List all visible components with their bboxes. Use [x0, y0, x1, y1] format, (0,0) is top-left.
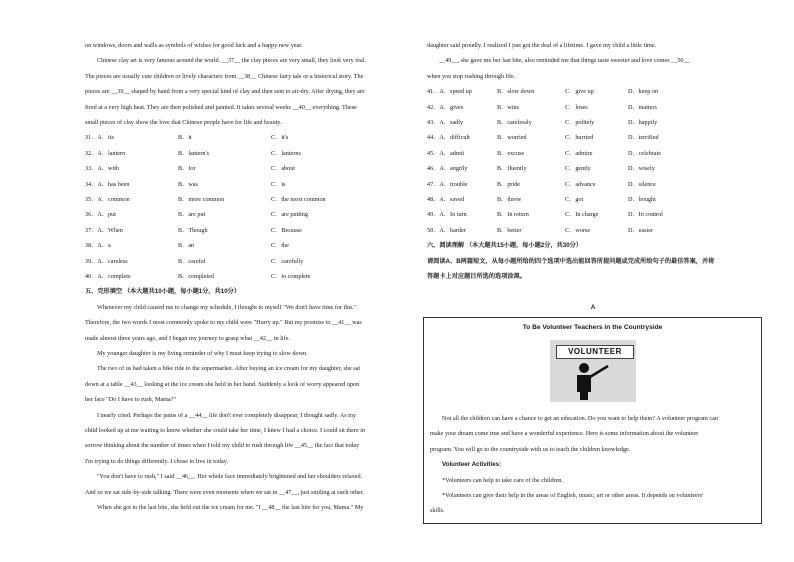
- instruction-line: 请阅读A、B两篇短文，从每小题所给的四个选项中选出能回答所提问题或完成所给句子的最佳答案，并将: [427, 257, 715, 265]
- option-d: D．happily: [628, 119, 658, 126]
- option-b: B．fluently: [497, 165, 527, 173]
- option-d: D．easier: [628, 226, 654, 234]
- question-options: [427, 146, 759, 161]
- option-c: C．In charge: [565, 211, 599, 219]
- option-d: D．matters: [628, 103, 657, 111]
- option-c: C．carefully: [271, 257, 304, 265]
- cloze-line: And so we sat side-by-side talking. There were even moments when we sat in __47__, just smiling at each other.: [85, 488, 364, 496]
- option-a: 31．A．its: [85, 134, 114, 142]
- option-a: 40．A．complete: [85, 272, 131, 280]
- cloze-line: "You don't have to rush," I said __46__. Her whole face immediately brightened and her shoulders relaxed.: [97, 473, 363, 481]
- option-d: D．keep on: [628, 88, 659, 96]
- option-a: 36．A．put: [85, 211, 116, 219]
- cloze-line: I nearly cried. Perhaps the pains of a __44__ life don't ever completely disappear, I thought sadly. As my: [97, 411, 357, 419]
- passage-line: program. You will go to the countryside with us to teach the children knowledge.: [430, 445, 631, 453]
- question-options: [427, 130, 759, 145]
- activities-heading: Volunteer Activities:: [442, 461, 502, 469]
- section-heading: 六、阅读理解 （本大题共15小题，每小题2分，共30分）: [427, 242, 583, 250]
- option-b: B．pride: [497, 180, 521, 188]
- option-a: 41．A．speed up: [427, 88, 472, 96]
- option-a: 38．A．a: [85, 242, 111, 250]
- instruction-line: 答题卡上对应题目所选的选项涂黑。: [427, 272, 526, 280]
- cloze-line: down at a table __43__ looking at the ice cream she held in her hand. Suddenly a look of worry appeared upon: [85, 380, 360, 388]
- option-b: B．slow down: [497, 88, 535, 96]
- spacer: [427, 284, 759, 299]
- option-c: C．it's: [271, 134, 289, 142]
- cloze-line: Therefore, the two words I most commonly spoke to my child were "Hurry up." But my promise to __41__ was: [85, 319, 362, 327]
- question-options: [85, 223, 413, 238]
- cloze-line: sorrow thinking about the number of times when I told my child to rush through life __45__ the fact that today: [85, 442, 360, 450]
- question-options: [85, 269, 413, 284]
- option-a: 39．A．careless: [85, 257, 128, 265]
- section-heading: 五、完形填空 （本大题共10小题，每小题1分，共10分）: [85, 288, 241, 296]
- option-a: 46．A．angrily: [427, 165, 468, 173]
- question-options: [85, 238, 413, 253]
- option-c: C．admire: [565, 149, 593, 157]
- option-a: 43．A．sadly: [427, 119, 464, 126]
- option-a: 37．A．When: [85, 226, 123, 234]
- option-a: 50．A．harder: [427, 226, 466, 234]
- cloze-line: made almost three years ago, and I began my journey to grasp what __42__ in life.: [85, 334, 290, 342]
- passage-a-box: [423, 317, 762, 524]
- cloze-line: When she got to the last bite, she held out the ice cream for me. "I __48__ the last bite for you, Mama." My: [97, 504, 364, 512]
- cloze-line: My younger daughter is my living reminder of why I must keep trying to slow down.: [97, 349, 308, 357]
- question-options: [85, 161, 413, 176]
- passage-line: make your dream come true and have a wonderful experience. Here is some information about the volunteer: [430, 430, 699, 438]
- passage-line: The pieces are usually cute children or lively characters from __38__ Chinese fairy tale or a historical story. The: [85, 72, 364, 80]
- question-options: [427, 207, 759, 222]
- passage-line: Not all the children can have a chance to get an education. Do you want to help them? A volunteer program can: [442, 415, 718, 422]
- question-options: [85, 254, 413, 269]
- question-options: [427, 192, 759, 207]
- option-b: B．Though: [178, 226, 208, 234]
- option-b: B．for: [178, 165, 196, 173]
- option-a: 48．A．saved: [427, 195, 465, 203]
- option-b: B．was: [178, 180, 198, 188]
- option-c: C．gently: [565, 165, 591, 173]
- option-d: D．bought: [628, 195, 656, 203]
- option-c: C．lanterns: [271, 149, 301, 157]
- question-options: [85, 146, 413, 161]
- question-options: [427, 223, 759, 238]
- question-options: [427, 84, 759, 99]
- question-options: [427, 100, 759, 115]
- option-d: D．celebrate: [628, 149, 661, 157]
- option-c: C．the most common: [271, 196, 326, 203]
- option-b: B．excuse: [497, 149, 525, 157]
- option-d: D．In control: [628, 211, 663, 219]
- cloze-line: her face "Do I have to rush, Mama?": [85, 396, 176, 404]
- option-a: 44．A．difficult: [427, 134, 470, 142]
- option-a: 47．A．trouble: [427, 180, 468, 188]
- question-options: [85, 130, 413, 145]
- option-d: D．wisely: [628, 165, 655, 173]
- cloze-line: Whenever my child caused me to change my schedule, I thought to myself "We don't have time for this.": [97, 303, 357, 311]
- option-b: B．lantern's: [178, 149, 210, 157]
- passage-line: pieces are __39__ shaped by hand from a very special kind of clay and then sent to air-dry. After drying, they are: [85, 88, 365, 96]
- option-c: C．to complete: [271, 272, 311, 280]
- cloze-line: child looked up at me waiting to know whether she could take her time, I knew I had a choice. I could sit there in: [85, 427, 366, 434]
- option-b: B．better: [497, 226, 522, 234]
- option-c: C．are putting: [271, 211, 308, 219]
- passage-line: skills.: [430, 507, 445, 515]
- option-c: C．hurried: [565, 134, 594, 142]
- passage-line: fired at a very high heat. They are then polished and painted. It takes several weeks __40__ everything. These: [85, 103, 357, 111]
- option-b: B．are put: [178, 211, 206, 219]
- cloze-line: I'm trying to do things differently. I chose to live in today.: [85, 457, 228, 465]
- option-b: B．worried: [497, 134, 527, 142]
- option-b: B．carelessly: [497, 119, 532, 126]
- option-a: 33．A．with: [85, 165, 120, 173]
- option-c: C．is: [271, 180, 286, 188]
- option-b: B．In return: [497, 211, 529, 219]
- option-b: B．completed: [178, 272, 215, 280]
- option-b: B．threw: [497, 195, 522, 203]
- passage-line: *Volunteers can give their help in the areas of English, music, art or other areas. It depends on volunteers': [442, 492, 704, 500]
- question-options: [85, 177, 413, 192]
- option-c: C．the: [271, 242, 289, 250]
- passage-a-text: [430, 411, 756, 519]
- passage-line: __49__, she gave me her last bite, also reminded me that things taste sweeter and love comes __50__: [439, 57, 690, 65]
- right-column: [427, 38, 759, 315]
- option-d: D．terrified: [628, 134, 659, 142]
- option-c: C．about: [271, 165, 296, 173]
- passage-line: Chinese clay art is very famous around the world. __37__ the clay pieces are very small, they look very real.: [97, 57, 367, 65]
- option-c: C．advance: [565, 180, 596, 188]
- passage-title: To Be Volunteer Teachers in the Countryside: [522, 324, 663, 331]
- option-c: C．worse: [565, 226, 591, 234]
- option-c: C．Because: [271, 226, 302, 234]
- option-a: 49．A．In turn: [427, 211, 467, 219]
- volunteer-image: [550, 340, 636, 402]
- question-options: [427, 115, 759, 130]
- option-c: C．got: [565, 195, 584, 203]
- passage-line: daughter said proudly. I realized I just got the deal of a lifetime. I gave my child a little time.: [427, 42, 657, 49]
- option-b: B．careful: [178, 257, 206, 265]
- option-b: B．wins: [497, 103, 520, 111]
- question-options: [427, 161, 759, 176]
- option-b: B．an: [178, 242, 195, 250]
- option-a: 45．A．admit: [427, 149, 465, 157]
- question-options: [427, 177, 759, 192]
- passage-line: small pieces of clay show the love that Chinese people have for life and beauty.: [85, 119, 282, 127]
- question-options: [85, 207, 413, 222]
- passage-line: *Volunteers can help to take care of the children.: [442, 476, 564, 484]
- option-c: C．politely: [565, 119, 595, 126]
- teacher-figure-icon: [550, 340, 636, 402]
- option-b: B．more common: [178, 196, 225, 203]
- option-a: 35．A．common: [85, 196, 130, 203]
- option-b: B．it: [178, 134, 192, 142]
- option-c: C．loses: [565, 103, 588, 111]
- left-column: [85, 38, 413, 515]
- question-options: [85, 192, 413, 207]
- passage-line: when you stop rushing through life.: [427, 72, 516, 80]
- option-a: 42．A．gives: [427, 103, 464, 111]
- option-d: D．silence: [628, 180, 656, 188]
- option-c: C．give up: [565, 88, 594, 96]
- passage-line: on windows, doors and walls as symbols of wishes for good luck and a happy new year.: [85, 42, 303, 49]
- option-a: 34．A．has been: [85, 180, 130, 188]
- volunteer-sign-text: VOLUNTEER: [556, 345, 634, 359]
- option-a: 32．A．lantern: [85, 149, 126, 157]
- cloze-line: The two of us had taken a bike ride to the supermarket. After buying an ice cream for my daughter, she sat: [97, 365, 361, 373]
- passage-label: A: [590, 303, 596, 311]
